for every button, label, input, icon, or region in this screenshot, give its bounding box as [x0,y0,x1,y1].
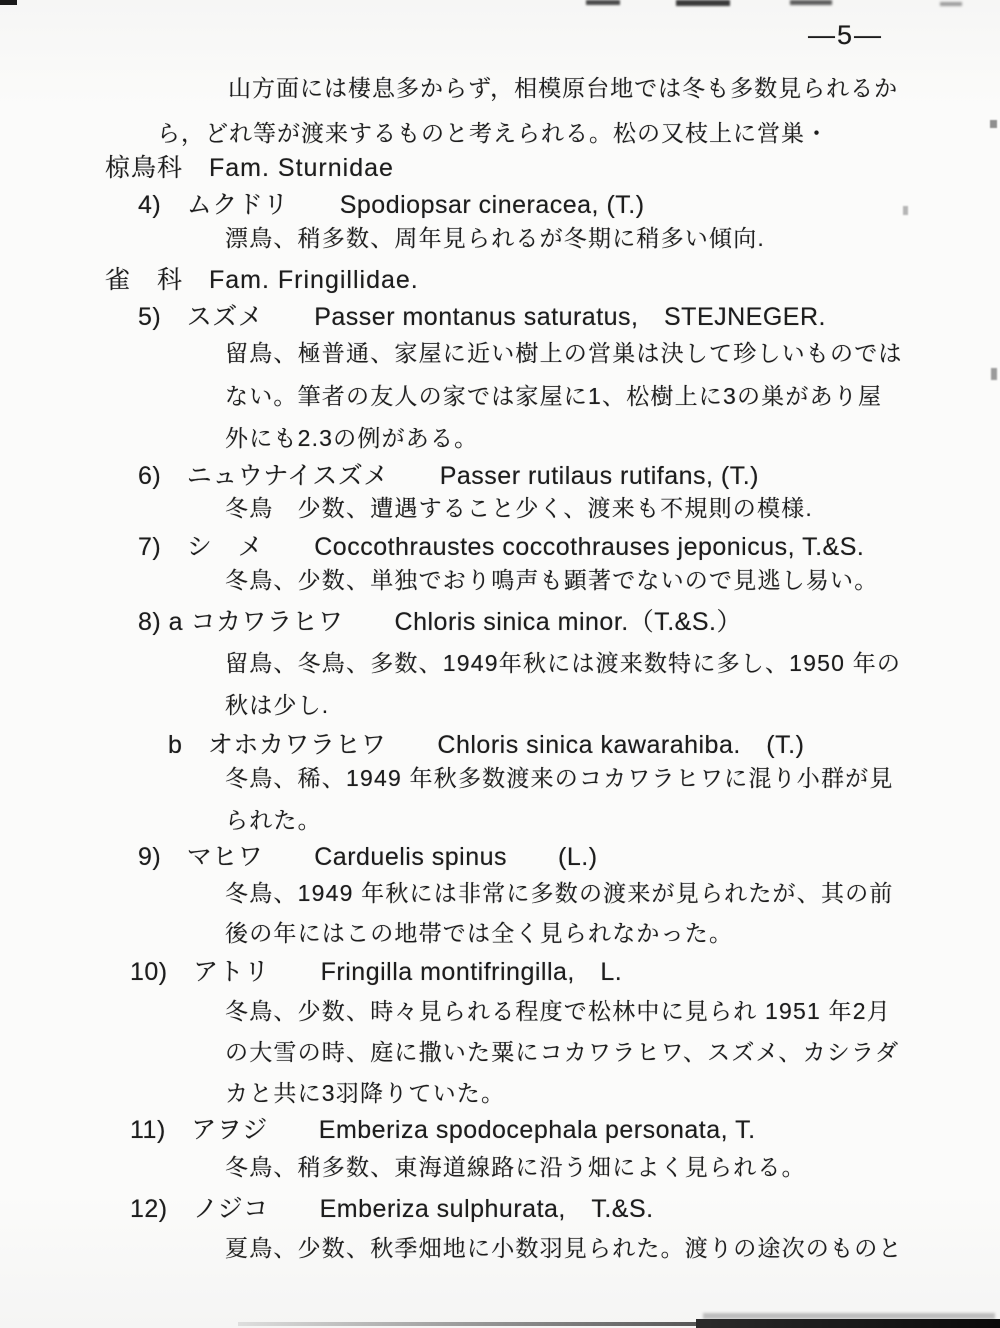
desc-text-line: 外にも2.3の例がある。 [225,425,479,451]
desc-text-line: 漂鳥、稍多数、周年見られるが冬期に稍多い傾向. [225,225,765,251]
family-text-line: 椋鳥科 Fam. Sturnidae [105,154,394,182]
species-text-line: 10) アトリ Fringilla montifringilla, L. [130,958,623,986]
scan-artifact-speck [990,120,997,128]
intro-text-line: 山方面には棲息多からず，相模原台地では冬も多数見られるか [228,75,899,101]
desc-text-line: 冬鳥、稍多数、東海道線路に沿う畑によく見られる。 [225,1154,806,1180]
desc-text-line: ない。筆者の友人の家では家屋に1、松樹上に3の巣があり屋 [225,383,883,409]
scan-artifact-corner [0,0,17,5]
desc-text-line: られた。 [225,807,322,833]
desc-text-line: 留鳥、極普通、家屋に近い樹上の営巣は決して珍しいものでは [225,340,903,366]
species-text-line: 5) スズメ Passer montanus saturatus, STEJNEGER. [138,303,826,331]
intro-text-line: ら，どれ等が渡来するものと考えられる。松の又枝上に営巣・ [157,120,829,146]
desc-text-line: 秋は少し. [225,692,330,718]
species-text-line: 8) a コカワラヒワ Chloris sinica minor.（T.&S.） [138,608,742,636]
species-text-line: 6) ニュウナイスズメ Passer rutilaus rutifans, (T.) [138,462,759,490]
desc-text-line: 留鳥、冬鳥、多数、1949年秋には渡来数特に多し、1950 年の [225,650,902,676]
scan-artifact-bottom-edge [696,1319,1000,1328]
scan-artifact-top-smudge [790,0,832,5]
scan-artifact-speck [991,368,997,380]
desc-text-line: 冬鳥 少数、遭遇すること少く、渡来も不規則の模様. [225,495,813,521]
species-text-line: 7) シ メ Coccothraustes coccothrauses jeponicus, T.&S. [138,533,865,561]
species-text-line: 11) アヲジ Emberiza spodocephala personata, T. [130,1116,756,1144]
scan-artifact-top-smudge [676,0,730,6]
desc-text-line: 冬鳥、少数、単独でおり鳴声も顕著でないので見逃し易い。 [225,567,879,593]
desc-text-line: 夏鳥、少数、秋季畑地に小数羽見られた。渡りの途次のものと [225,1235,903,1261]
scan-artifact-top-smudge [940,2,962,6]
page-number: —5— [808,20,884,50]
scan-artifact-speck [903,206,908,215]
desc-text-line: 冬鳥、稀、1949 年秋多数渡来のコカワラヒワに混り小群が見 [225,765,894,791]
species-text-line: 4) ムクドリ Spodiopsar cineracea, (T.) [138,191,645,219]
species-text-line: 12) ノジコ Emberiza sulphurata, T.&S. [130,1195,654,1223]
desc-text-line: カと共に3羽降りていた。 [225,1080,506,1106]
species-text-line: b オホカワラヒワ Chloris sinica kawarahiba. (T.) [168,731,805,759]
desc-text-line: 冬鳥、少数、時々見られる程度で松林中に見られ 1951 年2月 [225,998,891,1024]
scan-artifact-top-smudge [586,0,620,5]
desc-text-line: の大雪の時、庭に撒いた粟にコカワラヒワ、スズメ、カシラダ [225,1039,900,1065]
family-text-line: 雀 科 Fam. Fringillidae. [105,266,419,294]
species-text-line: 9) マヒワ Carduelis spinus (L.) [138,843,598,871]
desc-text-line: 後の年にはこの地帯では全く見られなかった。 [225,920,734,946]
desc-text-line: 冬鳥、1949 年秋には非常に多数の渡来が見られたが、其の前 [225,880,894,906]
scan-artifact-bottom-edge [238,1322,700,1326]
